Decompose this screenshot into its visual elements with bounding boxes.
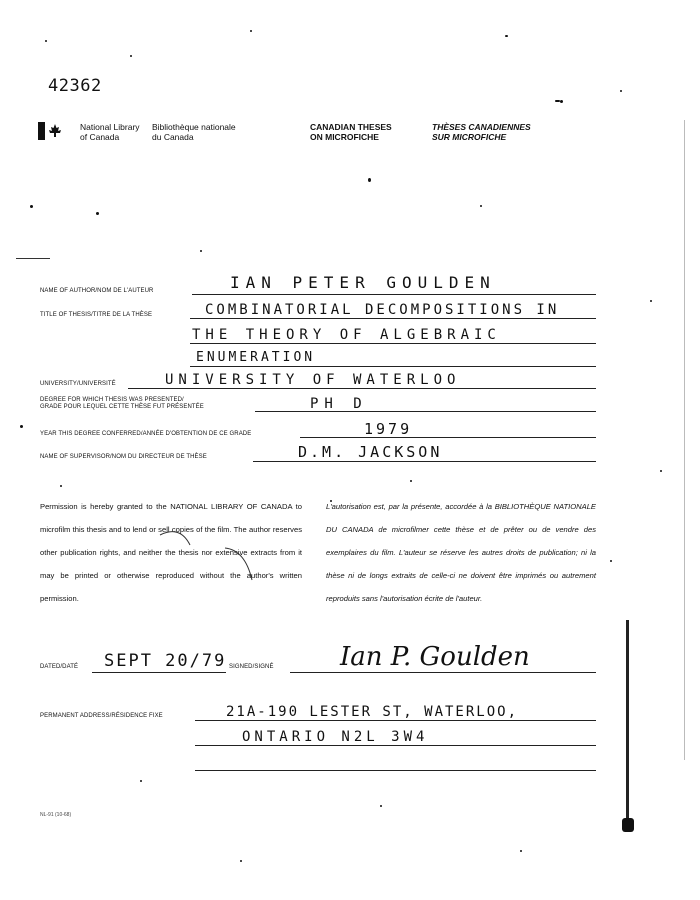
university-value: UNIVERSITY OF WATERLOO (165, 372, 461, 388)
supervisor-label: NAME OF SUPERVISOR/NOM DU DIRECTEUR DE THÈSE (40, 454, 207, 460)
title-value-line1: COMBINATORIAL DECOMPOSITIONS IN (205, 302, 560, 318)
dated-label: DATED/DATÉ (40, 664, 79, 670)
date-value: SEPT 20/79 (104, 651, 227, 671)
title-label: TITLE OF THESIS/TITRE DE LA THÈSE (40, 312, 153, 318)
permission-text-fr: L'autorisation est, par la présente, accordée à la BIBLIOTHÈQUE NATIONALE DU CANADA de microfilmer cette thèse et de prêter ou de vendre des exemplaires du film. L'auteur se réserve les autres droits de publication; ni la thèse ni de longs extraits de celle-ci ne doivent être imprimés ou autrement reproduits sans l'autorisation écrite de l'auteur. (326, 502, 596, 603)
program-title-en: CANADIAN THESES ON MICROFICHE (310, 122, 392, 142)
form-code: NL-91 (10-68) (40, 812, 72, 818)
author-label: NAME OF AUTHOR/NOM DE L'AUTEUR (40, 288, 154, 294)
address-value-line1: 21A-190 LESTER ST, WATERLOO, (226, 704, 519, 720)
degree-label: DEGREE FOR WHICH THESIS WAS PRESENTED/ GRADE POUR LEQUEL CETTE THÈSE FUT PRÉSENTÉE (40, 397, 204, 410)
agency-name-fr: Bibliothèque nationale du Canada (152, 122, 236, 142)
title-value-line3: ENUMERATION (196, 350, 316, 365)
document-number: 42362 (48, 76, 102, 96)
supervisor-value: D.M. JACKSON (298, 443, 443, 461)
university-label: UNIVERSITY/UNIVERSITÉ (40, 381, 116, 387)
signature: Ian P. Goulden (340, 642, 530, 672)
permission-text-en: Permission is hereby granted to the NATIONAL LIBRARY OF CANADA to microfilm this thesis and to lend or sell copies of the film. The author reserves other publication rights, and neither the thesis nor extensive extracts from it may be printed or otherwise reproduced without the author's written permission. (40, 502, 302, 603)
address-value-line2: ONTARIO N2L 3W4 (242, 729, 429, 745)
author-value: IAN PETER GOULDEN (230, 273, 496, 292)
degree-value: PH D (310, 396, 368, 412)
canada-flag-icon (38, 122, 72, 140)
year-value: 1979 (364, 420, 413, 438)
agency-name-en: National Library of Canada (80, 122, 140, 142)
address-label: PERMANENT ADDRESS/RÉSIDENCE FIXE (40, 713, 163, 719)
signed-label: SIGNED/SIGNÉ (229, 664, 274, 670)
year-label: YEAR THIS DEGREE CONFERRED/ANNÉE D'OBTENTION DE CE GRADE (40, 431, 252, 437)
program-title-fr: THÈSES CANADIENNES SUR MICROFICHE (432, 122, 531, 142)
title-value-line2: THE THEORY OF ALGEBRAIC (192, 327, 501, 343)
